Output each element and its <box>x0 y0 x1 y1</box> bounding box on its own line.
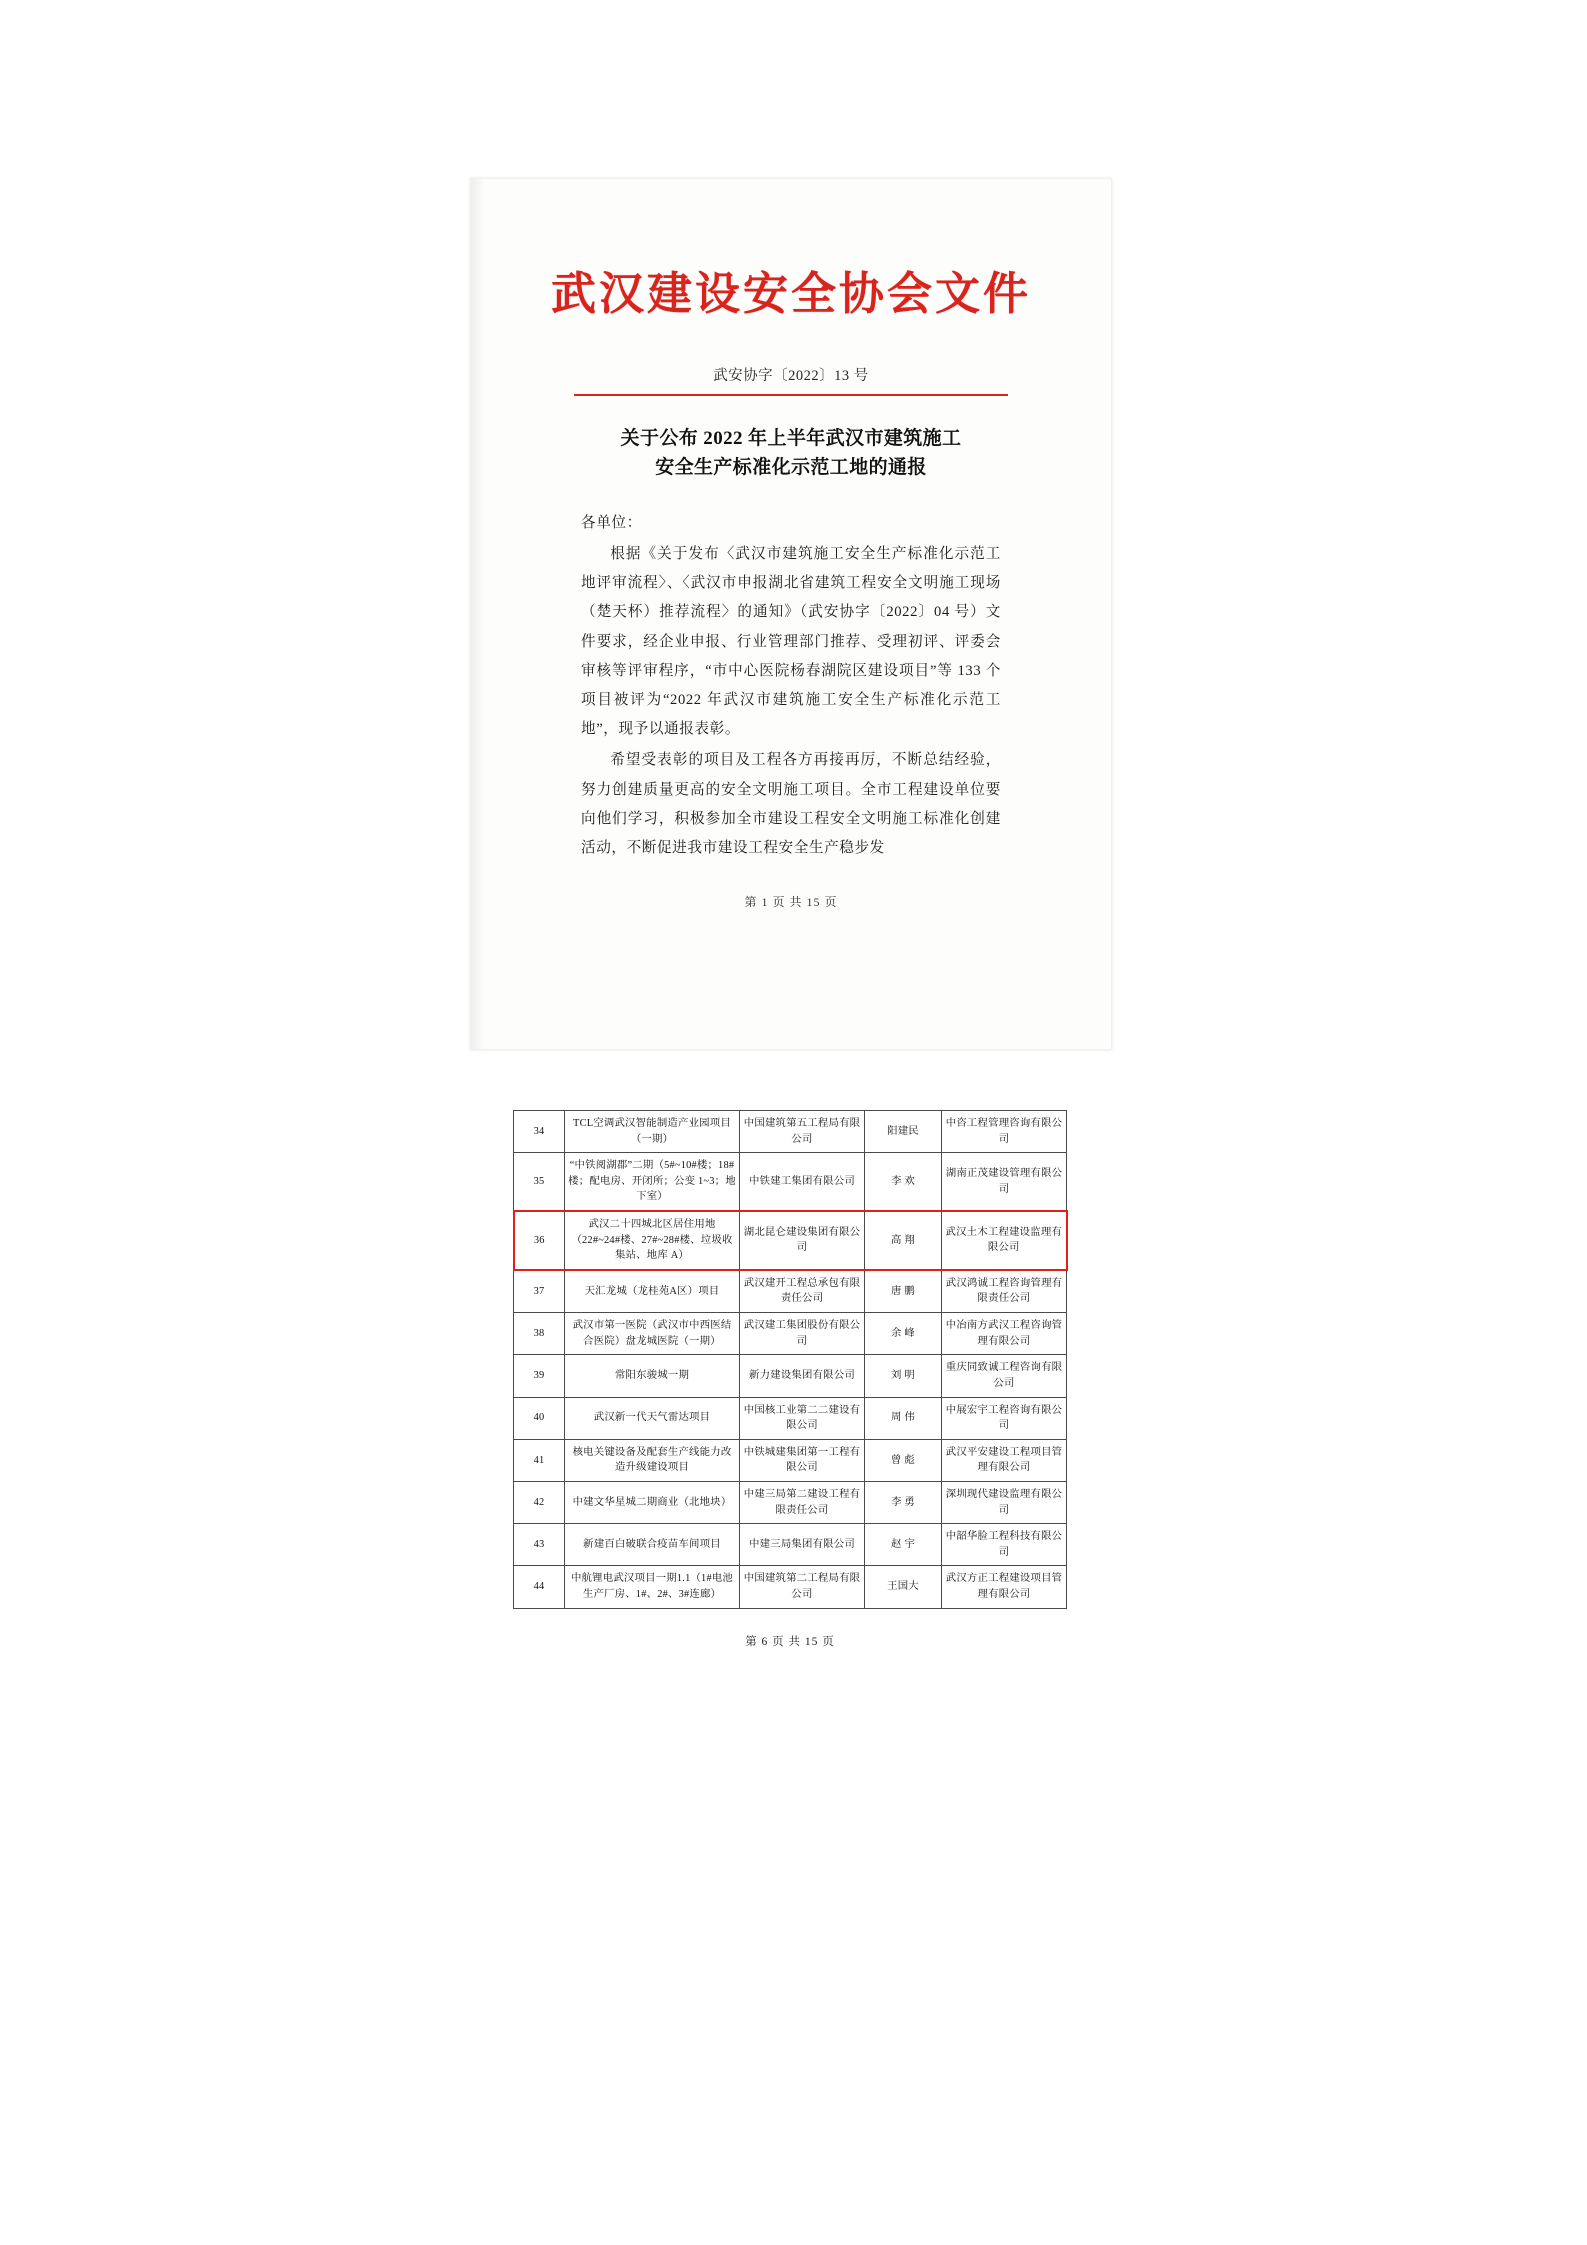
cell-no: 42 <box>514 1481 565 1523</box>
page-footer-1: 第 1 页 共 15 页 <box>744 895 838 910</box>
cell-manager: 周 伟 <box>865 1397 942 1439</box>
cell-unit: 武汉建开工程总承包有限责任公司 <box>740 1270 865 1313</box>
award-list-page-scan <box>470 1085 1110 1945</box>
cell-project: TCL空调武汉智能制造产业园项目（一期） <box>565 1111 740 1153</box>
award-table <box>513 1110 1068 1609</box>
page-title-line-2: 安全生产标准化示范工地的通报 <box>655 457 927 479</box>
cell-unit: 中铁建工集团有限公司 <box>740 1153 865 1211</box>
table-row <box>514 1111 1067 1153</box>
cell-manager: 曾 彪 <box>865 1439 942 1481</box>
cell-unit: 中建三局第二建设工程有限责任公司 <box>740 1481 865 1523</box>
cell-manager: 王国大 <box>865 1566 942 1608</box>
cell-manager: 赵 宇 <box>865 1524 942 1566</box>
cell-manager: 唐 鹏 <box>865 1270 942 1313</box>
page-title <box>576 424 1006 483</box>
notice-page-scan <box>470 178 1112 1050</box>
cell-manager: 高 翔 <box>865 1211 942 1270</box>
cell-project: 武汉二十四城北区居住用地（22#~24#楼、27#~28#楼、垃圾收集站、地库 A） <box>565 1211 740 1270</box>
cell-project: 新建百白破联合疫苗车间项目 <box>565 1524 740 1566</box>
cell-manager: 李 欢 <box>865 1153 942 1211</box>
cell-unit: 中国核工业第二二建设有限公司 <box>740 1397 865 1439</box>
cell-project: 武汉新一代天气雷达项目 <box>565 1397 740 1439</box>
cell-no: 35 <box>514 1153 565 1211</box>
page-footer-2: 第 6 页 共 15 页 <box>745 1635 835 1648</box>
cell-no: 34 <box>514 1111 565 1153</box>
cell-manager: 阳建民 <box>865 1111 942 1153</box>
cell-project: “中铁阅湖郡”二期（5#~10#楼；18#楼；配电房、开闭所；公变 1~3；地下室） <box>565 1153 740 1211</box>
table-row <box>514 1153 1067 1211</box>
cell-no: 39 <box>514 1355 565 1397</box>
cell-project: 天汇龙城（龙桂苑A区）项目 <box>565 1270 740 1313</box>
cell-no: 44 <box>514 1566 565 1608</box>
red-divider-rule <box>574 394 1008 396</box>
table-row <box>514 1313 1067 1355</box>
cell-unit: 中国建筑第五工程局有限公司 <box>740 1111 865 1153</box>
cell-supervisor: 湖南正茂建设管理有限公司 <box>942 1153 1067 1211</box>
notice-body <box>581 509 1001 863</box>
cell-supervisor: 武汉平安建设工程项目管理有限公司 <box>942 1439 1067 1481</box>
cell-unit: 中国建筑第二工程局有限公司 <box>740 1566 865 1608</box>
cell-no: 40 <box>514 1397 565 1439</box>
cell-manager: 刘 明 <box>865 1355 942 1397</box>
document-number: 武安协字〔2022〕13 号 <box>713 368 869 384</box>
cell-project: 中航锂电武汉项目一期1.1（1#电池生产厂房、1#、2#、3#连廊） <box>565 1566 740 1608</box>
cell-no: 41 <box>514 1439 565 1481</box>
cell-supervisor: 深圳现代建设监理有限公司 <box>942 1481 1067 1523</box>
cell-supervisor: 武汉土木工程建设监理有限公司 <box>942 1211 1067 1270</box>
cell-no: 38 <box>514 1313 565 1355</box>
table-row <box>514 1439 1067 1481</box>
cell-supervisor: 武汉方正工程建设项目管理有限公司 <box>942 1566 1067 1608</box>
cell-supervisor: 中展宏宇工程咨询有限公司 <box>942 1397 1067 1439</box>
body-paragraph-2: 希望受表彰的项目及工程各方再接再厉，不断总结经验，努力创建质量更高的安全文明施工项目。全市工程建设单位要向他们学习，积极参加全市建设工程安全文明施工标准化创建活动，不断促进我市建设工程安全生产稳步发 <box>581 752 1001 856</box>
award-table-body <box>514 1111 1067 1609</box>
cell-project: 核电关键设备及配套生产线能力改造升级建设项目 <box>565 1439 740 1481</box>
table-row <box>514 1566 1067 1608</box>
cell-unit: 中铁城建集团第一工程有限公司 <box>740 1439 865 1481</box>
cell-no: 36 <box>514 1211 565 1270</box>
cell-no: 43 <box>514 1524 565 1566</box>
cell-project: 常阳东骏城一期 <box>565 1355 740 1397</box>
body-paragraph-1: 根据《关于发布〈武汉市建筑施工安全生产标准化示范工地评审流程〉、〈武汉市申报湖北省建筑工程安全文明施工现场（楚天杯）推荐流程〉的通知》（武安协字〔2022〕04 号）文件要求，经企业申报、行业管理部门推荐、受理初评、评委会审核等评审程序，“市中心医院杨春湖院区建设项目”等 133 个项目被评为“2022 年武汉市建筑施工安全生产标准化示范工地”，现予以通报表彰。 <box>581 546 1001 738</box>
cell-supervisor: 中咨工程管理咨询有限公司 <box>942 1111 1067 1153</box>
table-row <box>514 1355 1067 1397</box>
organization-title: 武汉建设安全协会文件 <box>550 269 1031 319</box>
cell-project: 武汉市第一医院（武汉市中西医结合医院）盘龙城医院（一期） <box>565 1313 740 1355</box>
table-row <box>514 1270 1067 1313</box>
table-row <box>514 1397 1067 1439</box>
page-title-line-1: 关于公布 2022 年上半年武汉市建筑施工 <box>620 428 962 449</box>
cell-supervisor: 武汉鸿诚工程咨询管理有限责任公司 <box>942 1270 1067 1313</box>
cell-unit: 中建三局集团有限公司 <box>740 1524 865 1566</box>
table-row <box>514 1524 1067 1566</box>
table-row <box>514 1481 1067 1523</box>
salutation: 各单位： <box>581 514 642 531</box>
cell-no: 37 <box>514 1270 565 1313</box>
cell-supervisor: 重庆同致诚工程咨询有限公司 <box>942 1355 1067 1397</box>
cell-supervisor: 中冶南方武汉工程咨询管理有限公司 <box>942 1313 1067 1355</box>
cell-unit: 新力建设集团有限公司 <box>740 1355 865 1397</box>
cell-project: 中建文华星城二期商业（北地块） <box>565 1481 740 1523</box>
table-row-highlighted <box>514 1211 1067 1270</box>
cell-unit: 湖北昆仑建设集团有限公司 <box>740 1211 865 1270</box>
cell-manager: 余 峰 <box>865 1313 942 1355</box>
cell-manager: 李 勇 <box>865 1481 942 1523</box>
cell-supervisor: 中韶华脸工程科技有限公司 <box>942 1524 1067 1566</box>
cell-unit: 武汉建工集团股份有限公司 <box>740 1313 865 1355</box>
